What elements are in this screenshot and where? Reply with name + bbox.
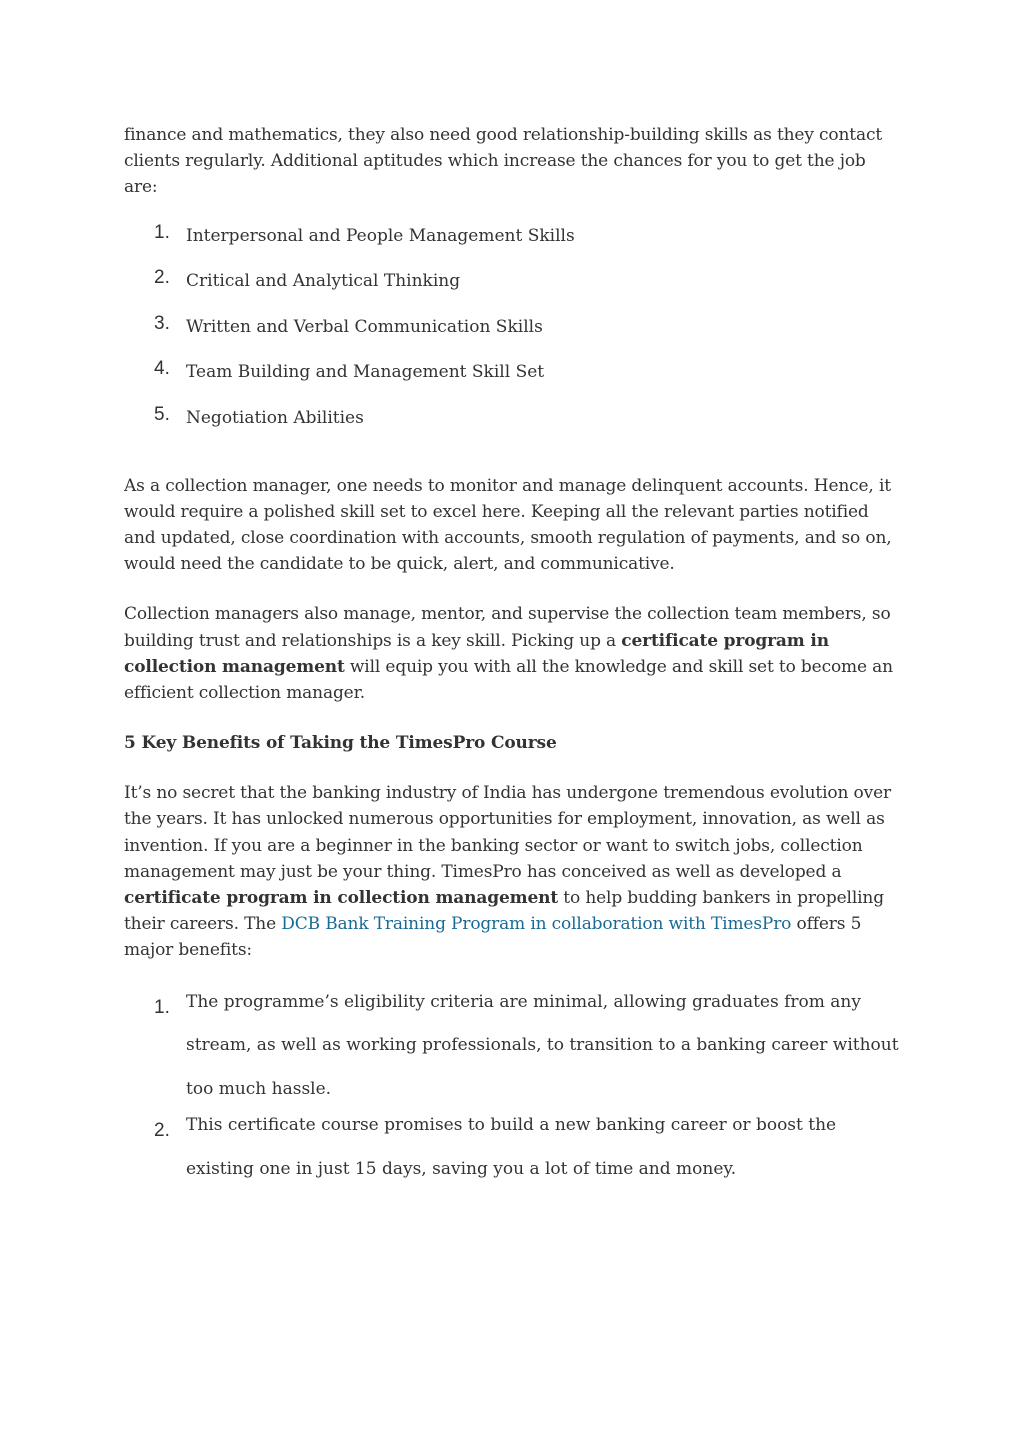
- list-number: 4.: [154, 358, 170, 380]
- list-number: 2.: [154, 1120, 170, 1142]
- list-item: [124, 314, 904, 360]
- banking-text-start: It’s no secret that the banking industry of India has undergone tremendous evolution over the years. It has unlocked numerous opportunities for employment, innovation, as well as invention. If you are a beginner in the banking sector or want to switch jobs, collection management may just be your thing. TimesPro has conceived as well as developed a: [124, 783, 891, 882]
- list-item: [124, 268, 904, 314]
- list-number: 1.: [154, 221, 170, 243]
- skills-list: [124, 223, 904, 451]
- dcb-program-link[interactable]: DCB Bank Training Program in collaboration with TimesPro: [281, 914, 792, 935]
- mentor-bold-phrase: certificate program in collection management: [124, 630, 829, 677]
- list-number: 1.: [154, 996, 170, 1018]
- list-item-text: The programme’s eligibility criteria are minimal, allowing graduates from any stream, as well as working professionals, to transition to a banking career without too much hassle.: [186, 991, 899, 1099]
- list-item-text: This certificate course promises to build a new banking career or boost the existing one in just 15 days, saving you a lot of time and money.: [186, 1115, 837, 1179]
- benefits-list: [124, 981, 904, 1192]
- list-item-text: Interpersonal and People Management Skills: [186, 225, 575, 246]
- manager-paragraph: As a collection manager, one needs to monitor and manage delinquent accounts. Hence, it would require a polished skill set to excel here. Keeping all the relevant parties notified and updated, close coordination with accounts, smooth regulation of payments, and so on, would need the candidate to be quick, alert, and communicative.: [124, 475, 892, 575]
- list-item-text: Team Building and Management Skill Set: [186, 362, 545, 383]
- document-page: [124, 122, 904, 1192]
- intro-paragraph: finance and mathematics, they also need good relationship-building skills as they contact clients regularly. Additional aptitudes which increase the chances for you to get the job are:: [124, 125, 883, 198]
- banking-bold-phrase: certificate program in collection management: [124, 888, 559, 909]
- list-item-text: Critical and Analytical Thinking: [186, 271, 461, 292]
- banking-text-middle: to help budding bankers in propelling their careers. The: [124, 888, 884, 935]
- banking-text-end: offers 5 major benefits:: [124, 914, 862, 961]
- list-item: [124, 223, 904, 269]
- list-number: 5.: [154, 403, 170, 425]
- list-number: 2.: [154, 267, 170, 289]
- mentor-paragraph: [124, 601, 904, 706]
- mentor-text-start: Collection managers also manage, mentor, and supervise the collection team members, so building trust and relationships is a key skill. Picking up a: [124, 604, 891, 651]
- list-item: [124, 981, 904, 1112]
- list-item: [124, 405, 904, 451]
- list-item-text: Negotiation Abilities: [186, 407, 364, 428]
- section-heading: 5 Key Benefits of Taking the TimesPro Course: [124, 733, 557, 754]
- list-item: [124, 359, 904, 405]
- list-item: [124, 1104, 904, 1191]
- list-item-text: Written and Verbal Communication Skills: [186, 316, 543, 337]
- list-number: 3.: [154, 312, 170, 334]
- mentor-text-end: will equip you with all the knowledge and skill set to become an efficient collection manager.: [124, 656, 893, 703]
- banking-paragraph: [124, 780, 904, 963]
